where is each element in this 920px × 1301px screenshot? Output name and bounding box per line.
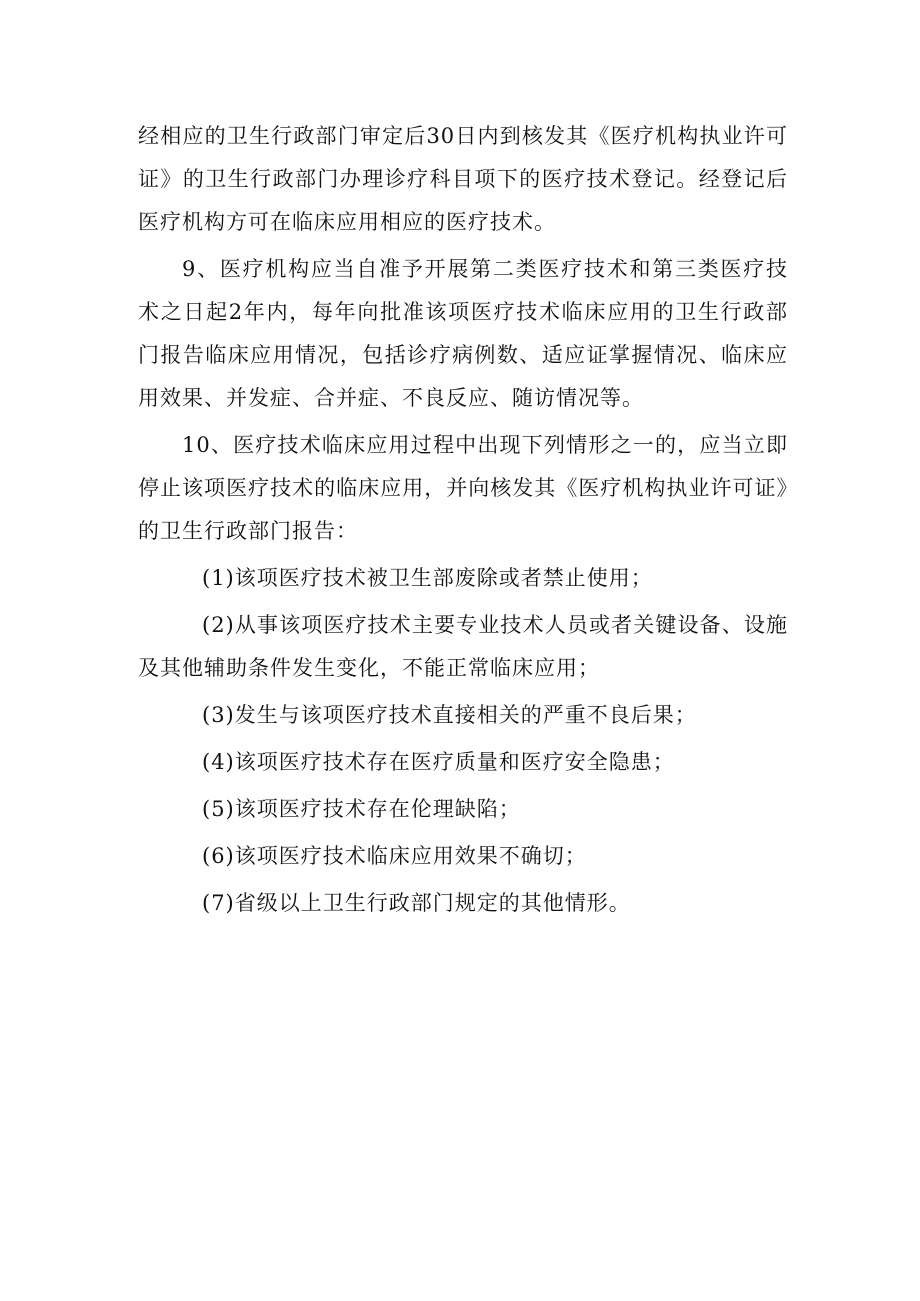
list-item-6: (6)该项医疗技术临床应用效果不确切；: [202, 844, 587, 868]
list-item-5: (5)该项医疗技术存在伦理缺陷；: [202, 797, 521, 821]
paragraph-clause-10: 10、医疗技术临床应用过程中出现下列情形之一的，应当立即停止该项医疗技术的临床应用，并向核发其《医疗机构执业许可证》的卫生行政部门报告：: [138, 433, 788, 543]
paragraph-continuation: 经相应的卫生行政部门审定后30日内到核发其《医疗机构执业许可证》的卫生行政部门办理诊疗科目项下的医疗技术登记。经登记后医疗机构方可在临床应用相应的医疗技术。: [138, 124, 788, 234]
list-item-3: (3)发生与该项医疗技术直接相关的严重不良后果；: [202, 703, 697, 727]
list-item-7: (7)省级以上卫生行政部门规定的其他情形。: [202, 891, 631, 915]
list-item-4: (4)该项医疗技术存在医疗质量和医疗安全隐患；: [202, 750, 675, 774]
document-body: [138, 115, 788, 929]
list-item-2: (2)从事该项医疗技术主要专业技术人员或者关键设备、设施及其他辅助条件发生变化，不能正常临床应用；: [138, 613, 788, 680]
paragraph-clause-9: 9、医疗机构应当自准予开展第二类医疗技术和第三类医疗技术之日起2年内，每年向批准该项医疗技术临床应用的卫生行政部门报告临床应用情况，包括诊疗病例数、适应证掌握情况、临床应用效果、并发症、合并症、不良反应、随访情况等。: [138, 257, 788, 410]
list-item-1: (1)该项医疗技术被卫生部废除或者禁止使用；: [202, 566, 653, 590]
